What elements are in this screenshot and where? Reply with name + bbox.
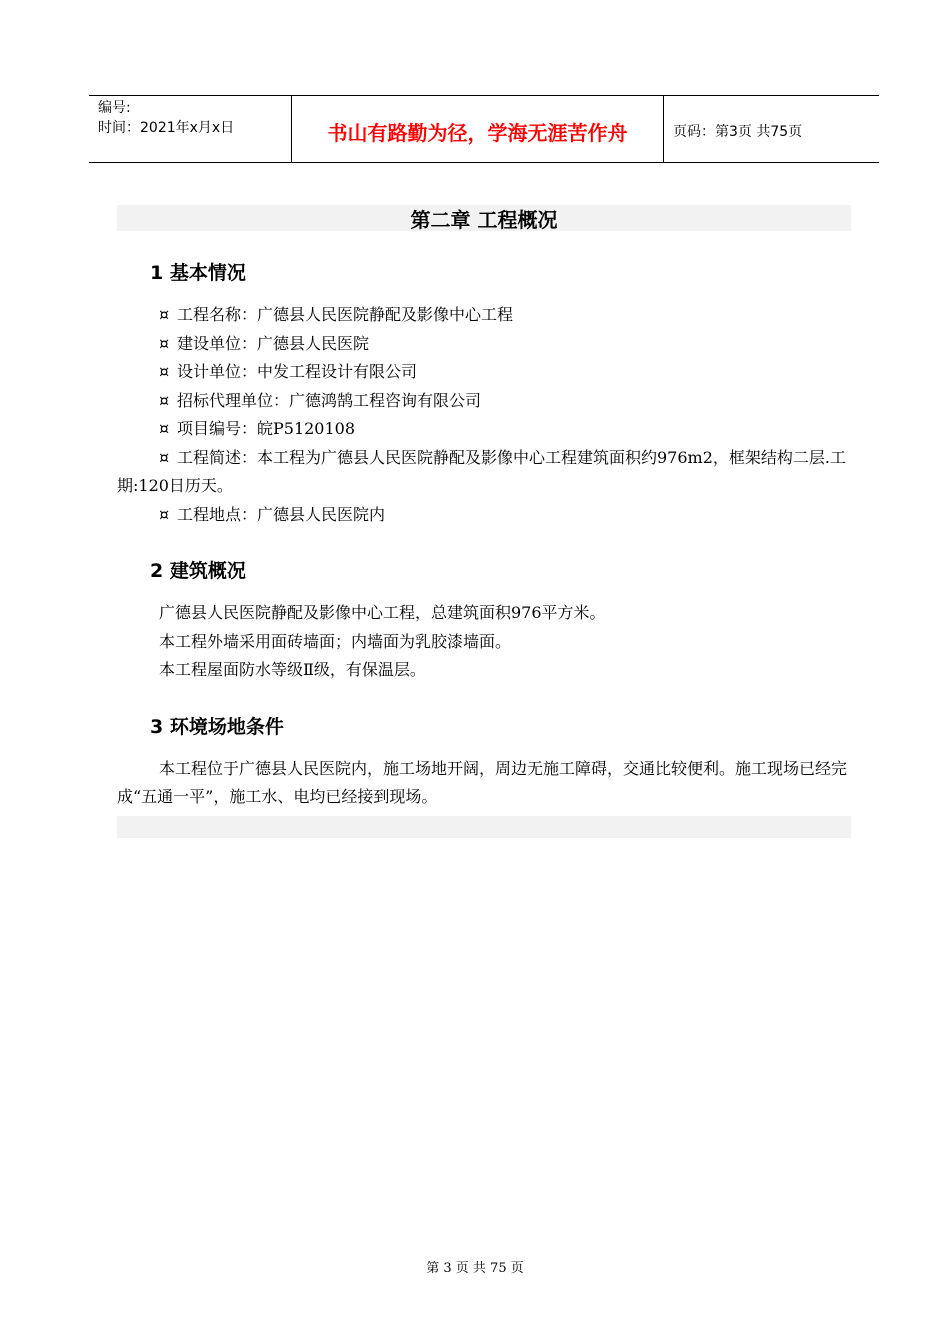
- list-item: ¤ 项目编号：皖P5120108: [117, 415, 851, 444]
- list-item: ¤ 工程简述：本工程为广德县人民医院静配及影像中心工程建筑面积约976m2，框架结构二层.工期:120日历天。: [117, 444, 851, 501]
- bullet-icon: ¤: [159, 305, 170, 324]
- list-item: ¤ 建设单位：广德县人民医院: [117, 330, 851, 359]
- bullet-icon: ¤: [159, 504, 170, 524]
- building-paragraphs: [117, 599, 851, 685]
- paragraph: 本工程屋面防水等级Ⅱ级，有保温层。: [159, 660, 426, 679]
- section-title-site: 3 环境场地条件: [150, 715, 284, 738]
- bullet-icon: ¤: [159, 419, 170, 438]
- paragraph: 本工程位于广德县人民医院内，施工场地开阔，周边无施工障碍，交通比较便利。施工现场已经完成“五通一平”，施工水、电均已经接到现场。: [117, 758, 848, 806]
- list-item: ¤ 工程名称：广德县人民医院静配及影像中心工程: [117, 301, 851, 330]
- document-body: [117, 205, 851, 838]
- number-label: 编号:: [98, 100, 131, 116]
- paragraph: 本工程外墙采用面砖墙面；内墙面为乳胶漆墙面。: [159, 631, 512, 651]
- bullet-icon: ¤: [159, 333, 170, 353]
- header-table: [89, 95, 879, 163]
- header-page-info: 页码：第3页 共75页: [673, 123, 803, 140]
- site-paragraphs: [117, 755, 851, 812]
- time-label: 时间：2021年x月x日: [98, 120, 235, 136]
- list-item: ¤ 招标代理单位：广德鸿鹄工程咨询有限公司: [117, 387, 851, 416]
- bottom-shade-bar: [117, 816, 851, 838]
- bullet-icon: ¤: [159, 362, 170, 381]
- bullet-icon: ¤: [159, 447, 170, 467]
- header-meta: [89, 96, 291, 162]
- header-motto: 书山有路勤为径，学海无涯苦作舟: [291, 96, 664, 162]
- section-title-building: 2 建筑概况: [150, 560, 246, 582]
- section-title-basic: 1 基本情况: [150, 262, 246, 284]
- basic-info-list: [117, 301, 851, 529]
- chapter-title: 第二章 工程概况: [117, 205, 851, 231]
- list-item: ¤ 设计单位：中发工程设计有限公司: [117, 358, 851, 387]
- page-footer: 第 3 页 共 75 页: [426, 1261, 524, 1276]
- bullet-icon: ¤: [159, 390, 170, 410]
- paragraph: 广德县人民医院静配及影像中心工程，总建筑面积976平方米。: [159, 603, 606, 622]
- list-item: ¤ 工程地点：广德县人民医院内: [117, 501, 851, 530]
